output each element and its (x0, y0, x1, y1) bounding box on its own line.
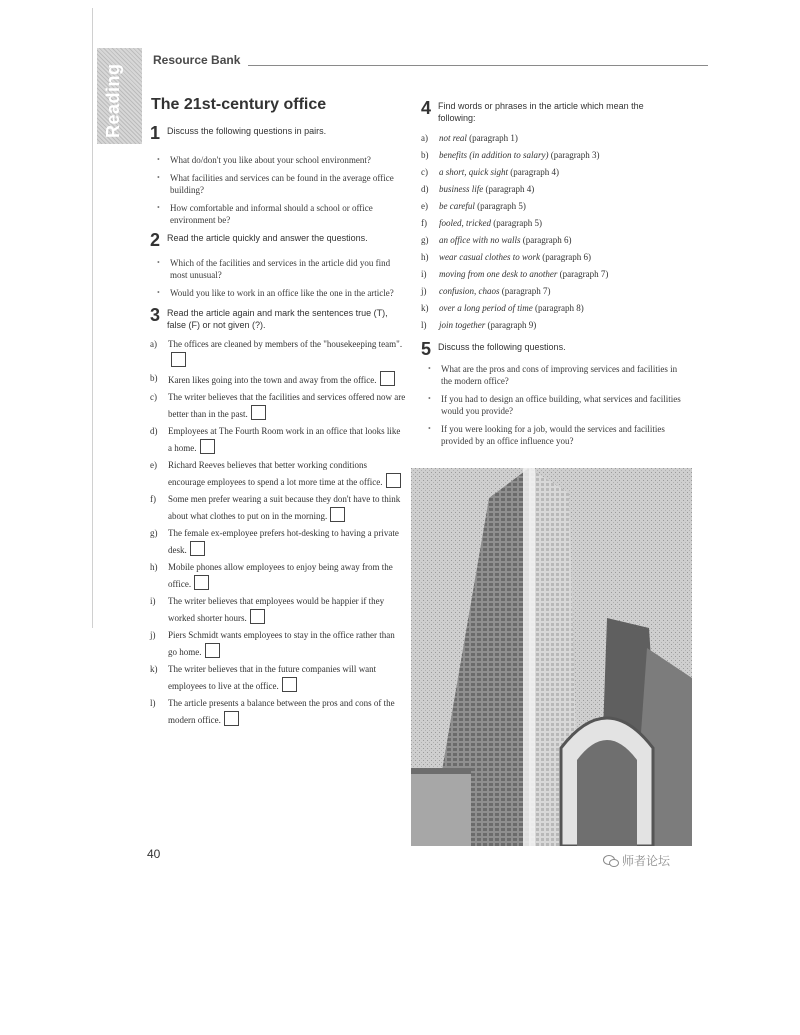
list-item: • If you were looking for a job, would the services and facilities provided by an office influence you? (428, 424, 665, 446)
section-4-instruction: Find words or phrases in the article which mean the following: (438, 101, 644, 123)
list-item: i) The writer believes that employees would be happier if they worked shorter hours. (150, 596, 385, 623)
list-item: a) not real (paragraph 1) (421, 133, 518, 143)
watermark (603, 852, 670, 869)
answer-box[interactable] (194, 575, 209, 590)
list-item: i) moving from one desk to another (paragraph 7) (421, 269, 609, 279)
list-item: f) fooled, tricked (paragraph 5) (421, 218, 542, 228)
list-item: l) The article presents a balance between the pros and cons of the modern office. (150, 698, 395, 725)
answer-box[interactable] (224, 711, 239, 726)
section-2-number: 2 (150, 230, 161, 250)
section-4 (421, 100, 683, 333)
list-item: h) Mobile phones allow employees to enjoy being away from the office. (150, 562, 393, 589)
answer-box[interactable] (330, 507, 345, 522)
list-item: j) confusion, chaos (paragraph 7) (421, 286, 551, 296)
list-item: l) join together (paragraph 9) (421, 320, 537, 330)
list-item: • How comfortable and informal should a school or office environment be? (157, 203, 373, 225)
page-edge-line (92, 8, 93, 628)
section-1-questions (150, 154, 406, 226)
answer-box[interactable] (251, 405, 266, 420)
section-5-questions (421, 363, 683, 447)
list-item: b) Karen likes going into the town and away from the office. (150, 371, 406, 388)
section-1 (150, 125, 406, 226)
list-item: g) The female ex-employee prefers hot-desking to having a private desk. (150, 528, 399, 555)
header-rule (248, 65, 708, 66)
list-item: c) a short, quick sight (paragraph 4) (421, 167, 559, 177)
section-1-instruction: Discuss the following questions in pairs. (167, 126, 327, 136)
wechat-icon (603, 854, 619, 868)
section-5-heading (421, 339, 683, 359)
bullet-icon: • (157, 288, 160, 297)
bullet-icon: • (157, 258, 160, 267)
answer-box[interactable] (190, 541, 205, 556)
section-3-number: 3 (150, 305, 161, 325)
list-item: b) benefits (in addition to salary) (paragraph 3) (421, 150, 600, 160)
section-3 (150, 307, 406, 728)
answer-box[interactable] (205, 643, 220, 658)
list-item: g) an office with no walls (paragraph 6) (421, 235, 572, 245)
office-building-photo (411, 468, 692, 846)
list-item: • What are the pros and cons of improving services and facilities in the modern office? (428, 364, 678, 386)
section-5-number: 5 (421, 339, 432, 359)
section-2-heading (150, 230, 406, 250)
section-5 (421, 341, 683, 447)
answer-box[interactable] (386, 473, 401, 488)
section-1-heading (150, 123, 406, 143)
list-item: d) business life (paragraph 4) (421, 184, 535, 194)
answer-box[interactable] (282, 677, 297, 692)
list-item: c) The writer believes that the facilities and services offered now are better than in the past. (150, 392, 406, 419)
list-item: k) over a long period of time (paragraph 8) (421, 303, 584, 313)
page-title: The 21st-century office (151, 96, 327, 113)
bullet-icon: • (428, 364, 431, 373)
list-item: h) wear casual clothes to work (paragraph 6) (421, 252, 591, 262)
list-item: • What facilities and services can be found in the average office building? (157, 173, 394, 195)
list-item: • Would you like to work in an office like the one in the article? (157, 288, 394, 298)
list-item: f) Some men prefer wearing a suit because they don't have to think about what clothes to put on in the morning. (150, 494, 401, 521)
section-3-instruction: Read the article again and mark the sentences true (T), false (F) or not given (?). (167, 308, 388, 330)
list-item: a) The offices are cleaned by members of the "housekeeping team". (150, 337, 406, 369)
list-item: k) The writer believes that in the future companies will want employees to live at the office. (150, 664, 377, 691)
left-column (150, 125, 406, 730)
list-item: • Which of the facilities and services in the article did you find most unusual? (157, 258, 391, 280)
section-4-items (421, 131, 683, 333)
list-item: e) be careful (paragraph 5) (421, 201, 526, 211)
section-2-instruction: Read the article quickly and answer the questions. (167, 233, 368, 243)
bullet-icon: • (157, 155, 160, 164)
section-4-heading (421, 100, 683, 124)
list-item: e) Richard Reeves believes that better working conditions encourage employees to spend a lot more time at the office. (150, 458, 406, 490)
bullet-icon: • (428, 424, 431, 433)
answer-box[interactable] (200, 439, 215, 454)
list-item: j) Piers Schmidt wants employees to stay in the office rather than go home. (150, 630, 395, 657)
section-3-heading (150, 307, 406, 331)
section-5-instruction: Discuss the following questions. (438, 342, 566, 352)
bullet-icon: • (428, 394, 431, 403)
section-2 (150, 232, 406, 299)
watermark-text: 师者论坛 (622, 854, 671, 868)
bullet-icon: • (157, 173, 160, 182)
list-item: • What do/don't you like about your school environment? (157, 155, 371, 165)
section-1-number: 1 (150, 123, 161, 143)
page-number: 40 (147, 847, 161, 861)
list-item: d) Employees at The Fourth Room work in an office that looks like a home. (150, 426, 401, 453)
right-column (421, 100, 683, 453)
section-4-number: 4 (421, 98, 432, 118)
answer-box[interactable] (250, 609, 265, 624)
section-2-questions (150, 257, 406, 299)
answer-box[interactable] (380, 371, 395, 386)
section-3-items (150, 337, 406, 728)
bullet-icon: • (157, 203, 160, 212)
reading-tab-label: Reading (103, 63, 123, 138)
list-item: • If you had to design an office building, what services and facilities would you provide? (428, 394, 681, 416)
answer-box[interactable] (171, 352, 186, 367)
resource-bank-label: Resource Bank (153, 53, 241, 67)
skyscraper-illustration (411, 468, 692, 846)
